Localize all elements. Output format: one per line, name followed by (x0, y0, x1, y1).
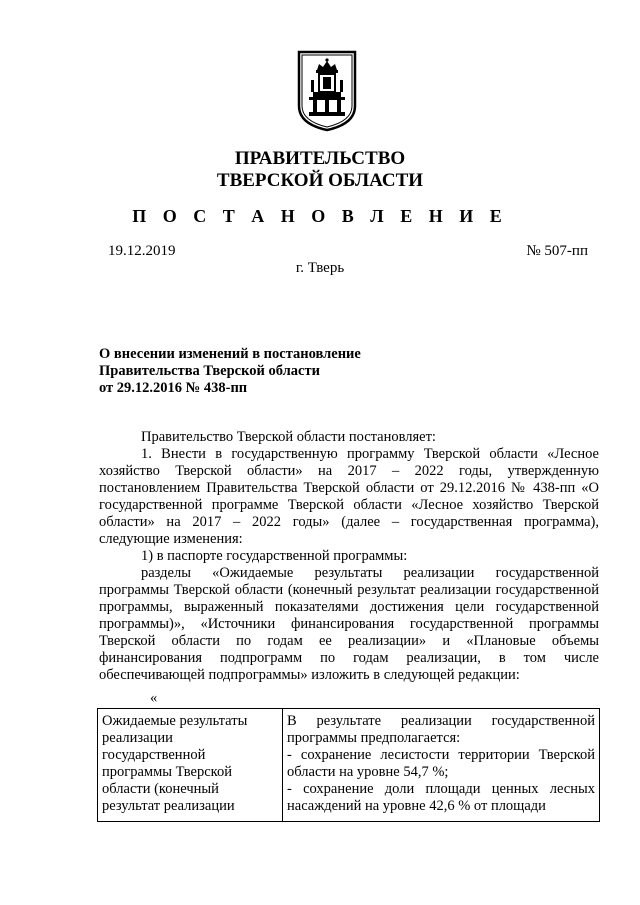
document-date: 19.12.2019 (108, 243, 176, 259)
body-paragraph: 1) в паспорте государственной программы: (141, 548, 408, 564)
opening-quote: « (150, 690, 158, 706)
body-paragraph: Правительство Тверской области постановляет: (141, 429, 436, 445)
table-cell-label: Ожидаемые результаты реализации государственной программы Тверской области (конечный результат реализации (98, 709, 283, 822)
subject-line: О внесении изменений в постановление (99, 346, 361, 362)
table-row (98, 709, 600, 822)
document-type-title: П О С Т А Н О В Л Е Н И Е (132, 206, 508, 226)
document-body (99, 429, 599, 684)
document-city: г. Тверь (295, 260, 345, 276)
document-subject (99, 346, 361, 397)
body-paragraph: разделы «Ожидаемые результаты реализации государственной программы Тверской области (конечный результат реализации государственной программы, выраженный показателями достижения цели государственной программы)», «Источники финансирования государственной программы Тверской области по годам ее реализации» и «Плановые объемы финансирования подпрограмм по годам реализации, в том числе обеспечивающей подпрограммы» изложить в следующей редакции: (99, 565, 599, 683)
cell-paragraph: - сохранение доли площади ценных лесных насаждений на уровне 42,6 % от площади (287, 781, 595, 814)
cell-paragraph: В результате реализации государственной программы предполагается: (287, 713, 595, 746)
government-name-line1: ПРАВИТЕЛЬСТВО (234, 148, 406, 169)
cell-paragraph: - сохранение лесистости территории Тверской области на уровне 54,7 %; (287, 747, 595, 780)
subject-line: от 29.12.2016 № 438-пп (99, 380, 248, 396)
government-name-line2: ТВЕРСКОЙ ОБЛАСТИ (216, 170, 424, 191)
subject-line: Правительства Тверской области (99, 363, 320, 379)
body-paragraph: 1. Внести в государственную программу Тверской области «Лесное хозяйство Тверской области» на 2017 – 2022 годы, утвержденную постановлением Правительства Тверской области от 29.12.2016 № 438-пп «О государственной программе Тверской области «Лесное хозяйство Тверской области» на 2017 – 2022 годы» (далее – государственная программа), следующие изменения: (99, 446, 599, 547)
document-number: № 507-пп (526, 243, 588, 259)
table-cell-value (283, 709, 600, 822)
tver-coat-of-arms-icon (295, 50, 359, 132)
program-passport-table (97, 708, 600, 822)
